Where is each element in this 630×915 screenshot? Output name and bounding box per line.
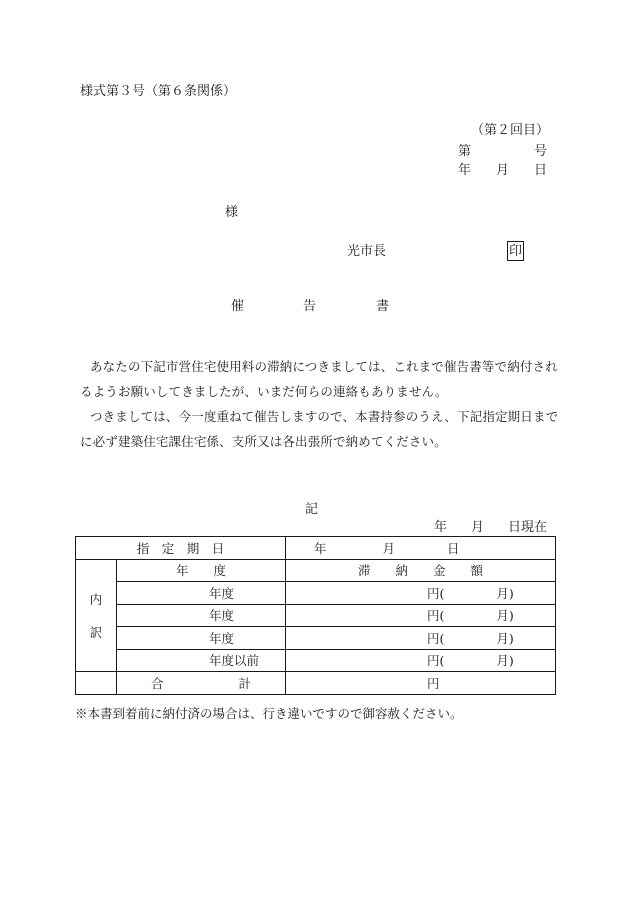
month-paren-label: 月) bbox=[496, 608, 514, 624]
total-amount-cell bbox=[286, 672, 556, 695]
due-date-label: 指 定 期 日 bbox=[76, 537, 286, 560]
due-date-day: 日 bbox=[447, 540, 460, 556]
date-year: 年 bbox=[458, 163, 472, 178]
table-header-row bbox=[76, 559, 556, 582]
total-label: 合 計 bbox=[117, 672, 286, 695]
row-amount-cell bbox=[286, 582, 556, 605]
row-year-cell: 年度 bbox=[117, 604, 286, 627]
due-date-month: 月 bbox=[382, 540, 396, 556]
record-heading: 記 bbox=[305, 502, 319, 517]
month-paren-label: 月) bbox=[496, 630, 514, 646]
yen-paren-label: 円( bbox=[427, 608, 445, 624]
month-paren-label: 月) bbox=[496, 653, 514, 669]
row-amount-cell bbox=[286, 649, 556, 672]
form-number: 様式第３号（第６条関係） bbox=[80, 84, 237, 99]
due-date-value bbox=[286, 537, 556, 560]
row-year-cell: 年度 bbox=[117, 627, 286, 650]
yen-paren-label: 円( bbox=[427, 653, 445, 669]
date-day: 日 bbox=[534, 163, 548, 178]
total-row bbox=[76, 672, 556, 695]
seal-box: 印 bbox=[507, 241, 524, 261]
breakdown-side-label bbox=[76, 559, 117, 672]
body-line-2: るようお願いしてきましたが、いまだ何らの連絡もありません。 bbox=[80, 384, 448, 399]
as-of-year: 年 bbox=[434, 520, 448, 535]
column-header-year: 年 度 bbox=[117, 559, 286, 582]
document-title-char-1: 催 bbox=[231, 299, 245, 314]
row-amount-cell bbox=[286, 604, 556, 627]
row-year-cell: 年度以前 bbox=[117, 649, 286, 672]
due-date-year: 年 bbox=[314, 540, 327, 556]
doc-number-suffix: 号 bbox=[534, 144, 548, 159]
column-header-amount: 滞 納 金 額 bbox=[286, 559, 556, 582]
date-month: 月 bbox=[496, 163, 510, 178]
document-title-char-3: 書 bbox=[376, 299, 390, 314]
body-line-4: に必ず建築住宅課住宅係、支所又は各出張所で納めてください。 bbox=[80, 434, 447, 449]
side-label-char-2: 訳 bbox=[89, 624, 103, 640]
total-yen-label: 円 bbox=[427, 675, 440, 691]
issuer-name: 光市長 bbox=[347, 244, 387, 259]
as-of-month: 月 bbox=[471, 520, 485, 535]
table-row bbox=[76, 604, 556, 627]
table-row bbox=[76, 582, 556, 605]
addressee-suffix: 様 bbox=[225, 205, 239, 220]
notice-count: （第２回目） bbox=[471, 123, 550, 138]
table-row bbox=[76, 627, 556, 650]
row-amount-cell bbox=[286, 627, 556, 650]
month-paren-label: 月) bbox=[496, 585, 514, 601]
yen-paren-label: 円( bbox=[427, 630, 445, 646]
footnote: ※本書到着前に納付済の場合は、行き違いですので御容赦ください。 bbox=[75, 706, 463, 721]
table-row bbox=[76, 649, 556, 672]
total-spacer bbox=[76, 672, 117, 695]
doc-number-prefix: 第 bbox=[458, 144, 472, 159]
as-of-suffix: 日現在 bbox=[508, 520, 548, 535]
body-line-3: つきましては、今一度重ねて催告しますので、本書持参のうえ、下記指定期日まで bbox=[90, 409, 559, 424]
side-label-char-1: 内 bbox=[89, 591, 103, 607]
body-line-1: あなたの下記市営住宅使用料の滞納につきましては、これまで催告書等で納付され bbox=[90, 359, 558, 374]
yen-paren-label: 円( bbox=[427, 585, 445, 601]
row-year-cell: 年度 bbox=[117, 582, 286, 605]
arrears-table bbox=[75, 536, 556, 695]
document-title-char-2: 告 bbox=[303, 299, 317, 314]
due-date-row bbox=[76, 537, 556, 560]
